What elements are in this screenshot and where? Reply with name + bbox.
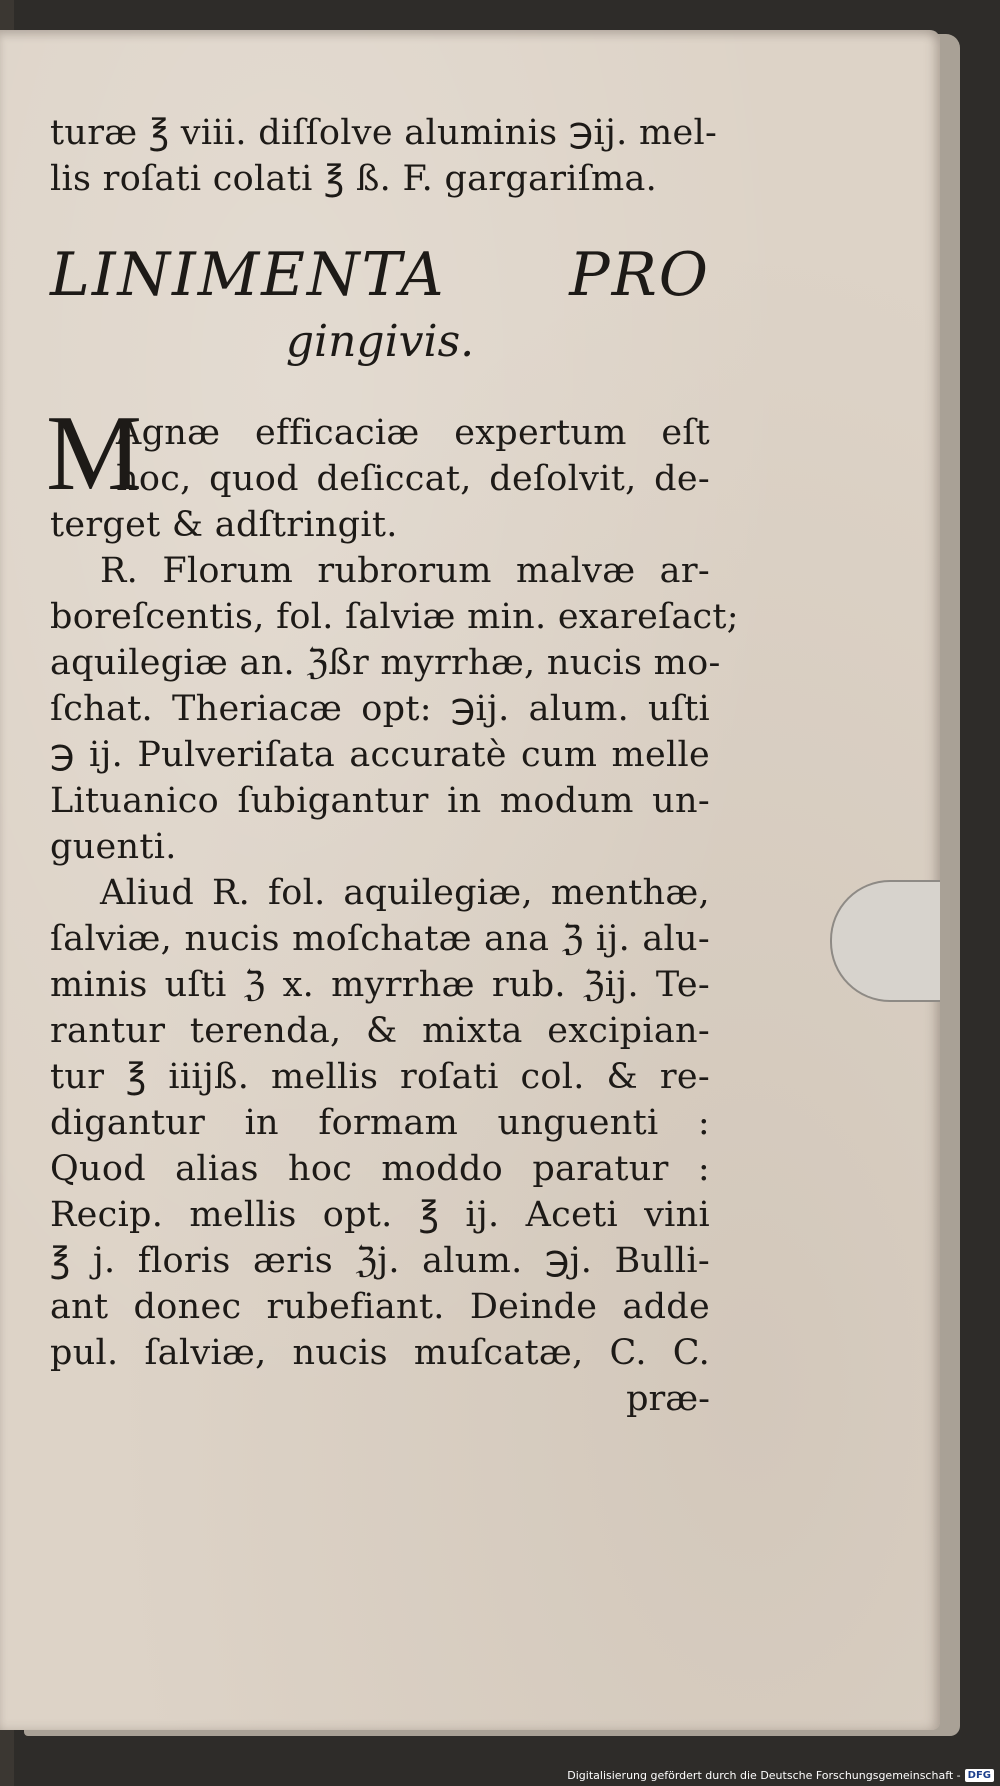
text-line: pul. ſalviæ, nucis muſcatæ, C. C. — [50, 1333, 710, 1373]
paragraph-recipe-1 — [50, 548, 739, 870]
text-line: tur ℥ iiijß. mellis roſati col. & re- — [50, 1057, 710, 1097]
text-line: aquilegiæ an. ℨßr myrrhæ, nucis mo- — [50, 643, 721, 683]
text-line: Lituanico ſubigantur in modum un- — [50, 781, 710, 821]
section-heading: LINIMENTA PRO — [50, 240, 710, 310]
text-line: ant donec rubefiant. Deinde adde — [50, 1287, 710, 1327]
text-line: ℥ j. floris æris ℨj. alum. ℈j. Bulli- — [50, 1241, 710, 1281]
section-subheading: gingivis. — [285, 316, 475, 367]
text-line: ſalviæ, nucis moſchatæ ana ℨ ij. alu- — [50, 919, 710, 959]
text-line: lis roſati colati ℥ ß. F. gargariſma. — [50, 159, 658, 199]
drop-cap-initial: M — [46, 394, 143, 513]
text-line: ſchat. Theriacæ opt: ℈ij. alum. uſti — [50, 689, 710, 729]
digitization-credit — [567, 1769, 994, 1782]
text-line: hoc, quod deſiccat, deſolvit, de- — [116, 459, 710, 499]
book-page — [0, 30, 940, 1730]
page-text — [46, 110, 739, 1422]
catchword: præ- — [626, 1379, 710, 1419]
text-line: Agnæ efficaciæ expertum eſt — [116, 413, 710, 453]
text-line: guenti. — [50, 827, 177, 867]
paragraph-recipe-2 — [50, 870, 710, 1376]
text-line: terget & adſtringit. — [50, 505, 398, 545]
text-line: rantur terenda, & mixta excipian- — [50, 1011, 710, 1051]
text-line: minis uſti ℨ x. myrrhæ rub. ℨij. Te- — [50, 965, 710, 1005]
page-clip-tab — [830, 880, 940, 1002]
credit-text: Digitalisierung gefördert durch die Deutsche Forschungsgemeinschaft - — [567, 1769, 961, 1782]
paragraph-intro — [46, 394, 710, 548]
text-line: boreſcentis, fol. ſalviæ min. exareſact; — [50, 597, 739, 637]
text-line: ℈ ij. Pulveriſata accuratè cum melle — [50, 735, 710, 775]
text-line: Quod alias hoc moddo paratur : — [50, 1149, 710, 1189]
text-line: Recip. mellis opt. ℥ ij. Aceti vini — [50, 1195, 710, 1235]
text-line: Aliud R. fol. aquilegiæ, menthæ, — [100, 873, 710, 913]
text-line: turæ ℥ viii. diſſolve aluminis ℈ij. mel- — [50, 113, 718, 153]
text-line: digantur in formam unguenti : — [50, 1103, 710, 1143]
text-line: R. Florum rubrorum malvæ ar- — [100, 551, 710, 591]
dfg-logo: DFG — [965, 1769, 994, 1782]
